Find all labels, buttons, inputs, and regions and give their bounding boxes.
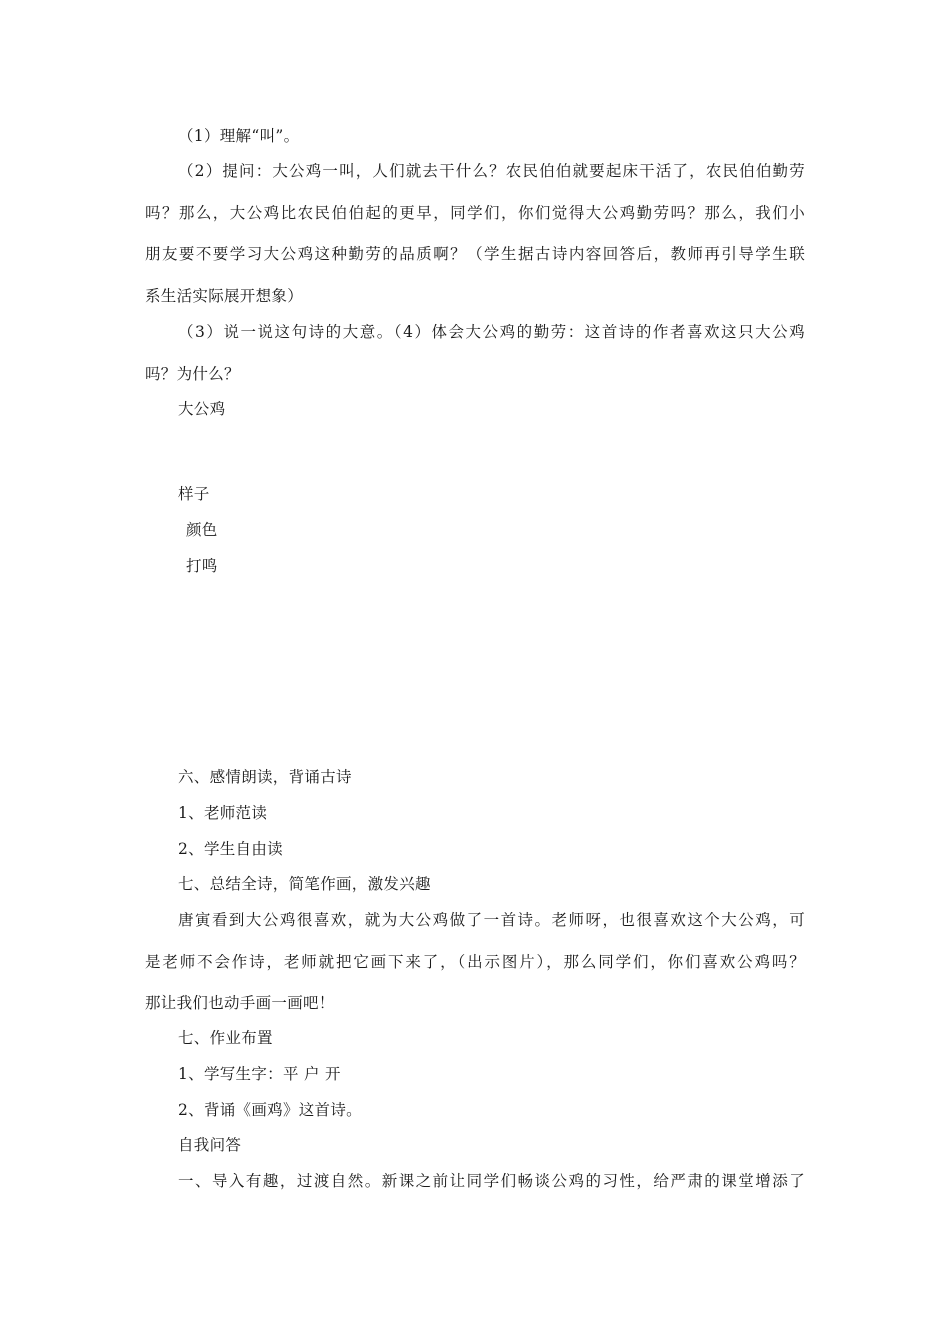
paragraph-line: 系生活实际展开想象）	[145, 287, 304, 305]
section-heading: 七、作业布置	[178, 1029, 273, 1047]
list-item: 1、学写生字：平 户 开	[178, 1065, 341, 1083]
list-item: 2、学生自由读	[178, 840, 283, 858]
paragraph-line: 唐寅看到大公鸡很喜欢，就为大公鸡做了一首诗。老师呀，也很喜欢这个大公鸡，可	[178, 911, 805, 929]
paragraph-line: （1）理解“叫”。	[178, 127, 300, 145]
list-item: 2、背诵《画鸡》这首诗。	[178, 1101, 362, 1119]
paragraph-line: （3）说一说这句诗的大意。（4）体会大公鸡的勤劳：这首诗的作者喜欢这只大公鸡	[178, 323, 805, 341]
paragraph-line: 那让我们也动手画一画吧！	[145, 994, 335, 1012]
paragraph-line: 是老师不会作诗，老师就把它画下来了，（出示图片），那么同学们，你们喜欢公鸡吗？	[145, 953, 805, 971]
diagram-item: 样子	[178, 485, 210, 503]
diagram-item: 打鸣	[186, 557, 218, 575]
paragraph-line: （2）提问：大公鸡一叫，人们就去干什么？农民伯伯就要起床干活了，农民伯伯勤劳	[178, 162, 805, 180]
paragraph-line: 吗？那么，大公鸡比农民伯伯起的更早，同学们，你们觉得大公鸡勤劳吗？那么，我们小	[145, 204, 805, 222]
paragraph-line: 吗？为什么？	[145, 365, 240, 383]
section-heading: 自我问答	[178, 1136, 242, 1154]
paragraph-line: 朋友要不要学习大公鸡这种勤劳的品质啊？（学生据古诗内容回答后，教师再引导学生联	[145, 245, 805, 263]
section-heading: 六、感情朗读，背诵古诗	[178, 768, 352, 786]
section-heading: 七、总结全诗，简笔作画，激发兴趣	[178, 875, 431, 893]
paragraph-line: 一、导入有趣，过渡自然。新课之前让同学们畅谈公鸡的习性，给严肃的课堂增添了	[178, 1172, 805, 1190]
list-item: 1、老师范读	[178, 804, 268, 822]
diagram-item: 颜色	[186, 521, 218, 539]
diagram-title: 大公鸡	[178, 400, 226, 418]
